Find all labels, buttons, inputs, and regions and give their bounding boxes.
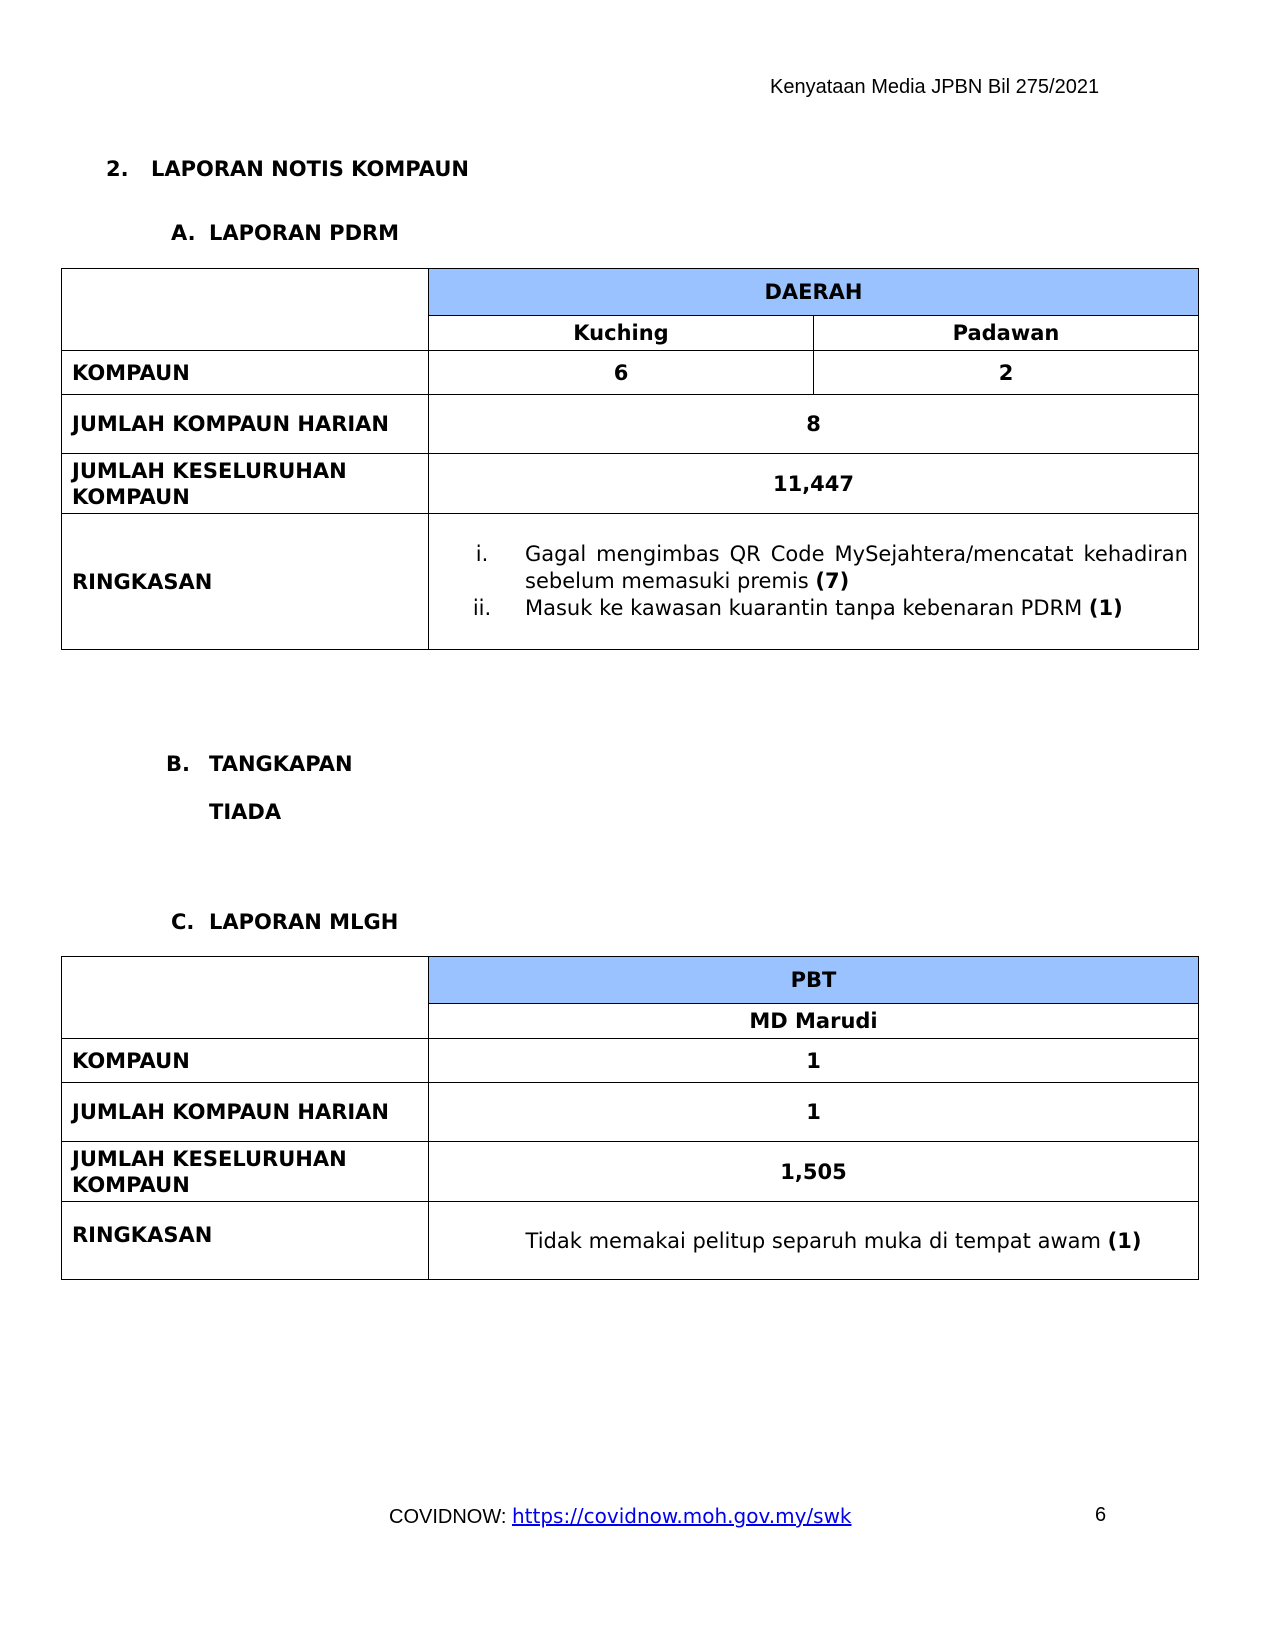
pdrm-kompaun-kuching: 6: [429, 351, 814, 395]
summary-item-count: (1): [1088, 596, 1123, 620]
section-c-title: LAPORAN MLGH: [209, 910, 399, 934]
mlgh-harian-label: JUMLAH KOMPAUN HARIAN: [62, 1083, 429, 1142]
summary-item-text: [525, 595, 1188, 622]
pdrm-summary-list: [439, 541, 1188, 622]
summary-item: [439, 595, 1188, 622]
summary-item-text: [525, 541, 1188, 595]
mlgh-keseluruhan-value: 1,505: [429, 1142, 1199, 1202]
mlgh-district: MD Marudi: [429, 1004, 1199, 1039]
mlgh-summary-text: Tidak memakai pelitup separuh muka di tempat awam: [525, 1228, 1101, 1253]
summary-item-description: Gagal mengimbas QR Code MySejahtera/mencatat kehadiran sebelum memasuki premis: [525, 542, 1188, 593]
summary-item-description: Masuk ke kawasan kuarantin tanpa kebenaran PDRM: [525, 596, 1083, 620]
section-c-heading: [171, 910, 398, 934]
pdrm-keseluruhan-value: 11,447: [429, 454, 1199, 514]
section-2-title: LAPORAN NOTIS KOMPAUN: [151, 157, 469, 181]
section-b-heading: [166, 752, 353, 776]
section-c-letter: C.: [171, 910, 195, 934]
mlgh-keseluruhan-label-line1: JUMLAH KESELURUHAN: [72, 1146, 347, 1171]
mlgh-band-header: PBT: [429, 957, 1199, 1004]
mlgh-summary-count: (1): [1107, 1228, 1142, 1253]
pdrm-corner-cell: [62, 269, 429, 351]
pdrm-keseluruhan-label-line2: KOMPAUN: [72, 484, 190, 509]
summary-item-number: ii.: [472, 596, 492, 620]
section-2-number: 2.: [106, 157, 129, 181]
mlgh-kompaun-label: KOMPAUN: [62, 1039, 429, 1083]
mlgh-summary: [439, 1229, 1188, 1253]
covidnow-link[interactable]: https://covidnow.moh.gov.my/swk: [511, 1504, 852, 1528]
mlgh-table: [61, 956, 1199, 1280]
summary-item-number: i.: [475, 542, 489, 566]
mlgh-harian-value: 1: [429, 1083, 1199, 1142]
pdrm-band-header: DAERAH: [429, 269, 1199, 316]
mlgh-keseluruhan-label: [62, 1142, 429, 1202]
section-a-title: LAPORAN PDRM: [209, 221, 400, 245]
footer: [389, 1504, 852, 1529]
mlgh-ringkasan-cell: [429, 1202, 1199, 1280]
footer-label: COVIDNOW:: [389, 1506, 512, 1528]
pdrm-district-padawan: Padawan: [814, 316, 1199, 351]
section-a-letter: A.: [171, 221, 196, 245]
section-a-heading: [171, 221, 399, 245]
pdrm-kompaun-label: KOMPAUN: [62, 351, 429, 395]
pdrm-table: [61, 268, 1199, 650]
pdrm-harian-value: 8: [429, 395, 1199, 454]
mlgh-kompaun-value: 1: [429, 1039, 1199, 1083]
mlgh-ringkasan-label: RINGKASAN: [62, 1202, 429, 1280]
pdrm-ringkasan-label: RINGKASAN: [62, 514, 429, 650]
mlgh-corner-cell: [62, 957, 429, 1039]
section-b-title: TANGKAPAN: [209, 752, 353, 776]
pdrm-keseluruhan-label: [62, 454, 429, 514]
pdrm-kompaun-padawan: 2: [814, 351, 1199, 395]
section-b-value: TIADA: [209, 800, 282, 824]
section-2-heading: [106, 157, 469, 181]
mlgh-keseluruhan-label-line2: KOMPAUN: [72, 1172, 190, 1197]
pdrm-harian-label: JUMLAH KOMPAUN HARIAN: [62, 395, 429, 454]
pdrm-district-kuching: Kuching: [429, 316, 814, 351]
summary-item-count: (7): [815, 569, 850, 593]
section-b-letter: B.: [166, 752, 190, 776]
summary-item: [439, 541, 1188, 595]
pdrm-keseluruhan-label-line1: JUMLAH KESELURUHAN: [72, 458, 347, 483]
page-number: 6: [1095, 1504, 1107, 1526]
document-header: Kenyataan Media JPBN Bil 275/2021: [770, 76, 1100, 98]
pdrm-ringkasan-cell: [429, 514, 1199, 650]
